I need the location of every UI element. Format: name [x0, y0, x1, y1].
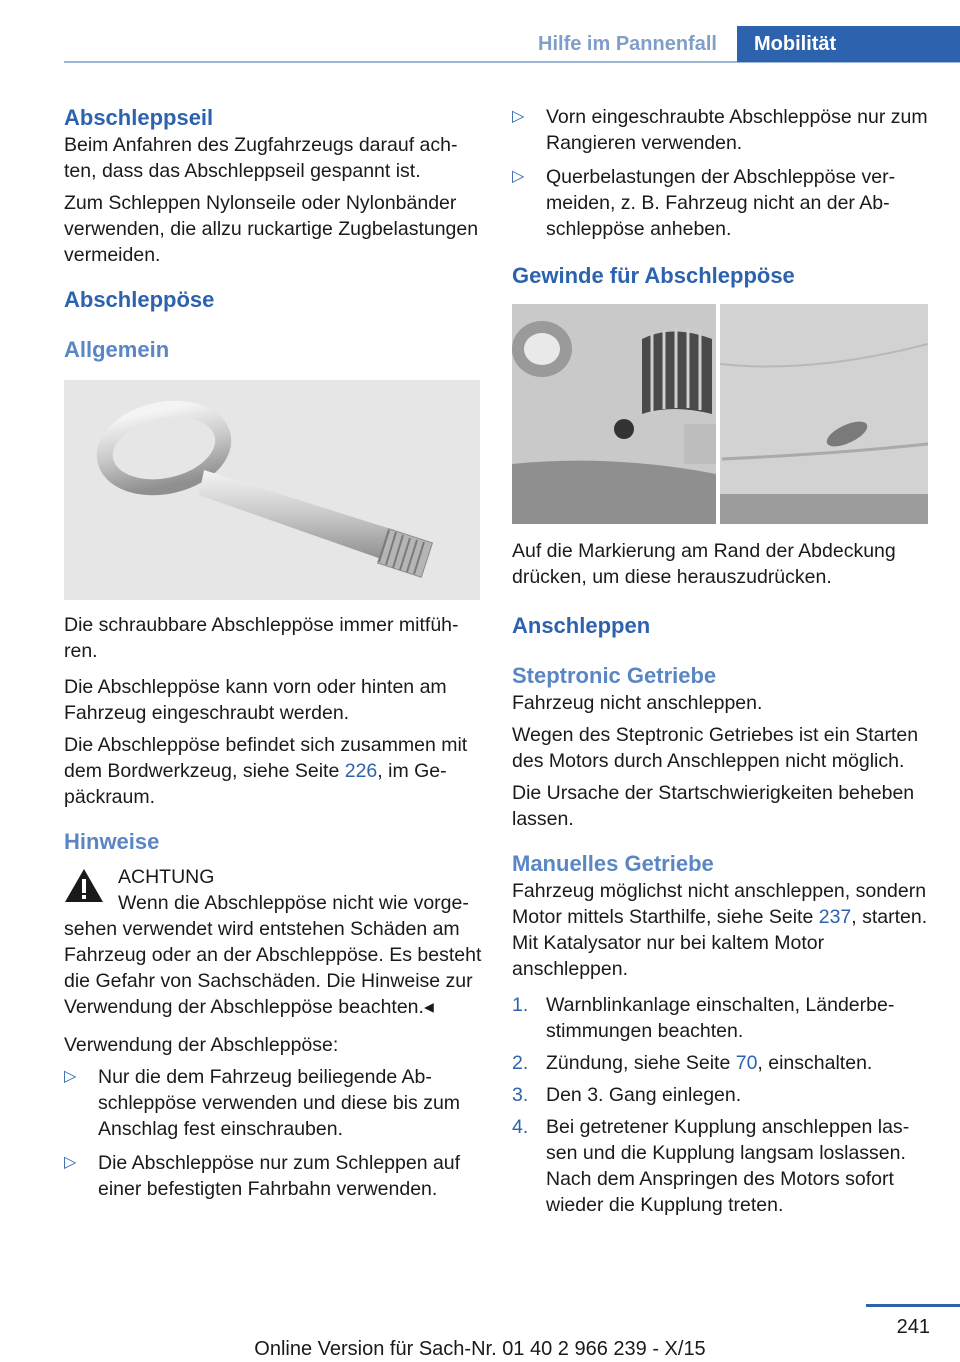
steps-list — [512, 992, 928, 1218]
step-number: 4. — [512, 1116, 529, 1138]
step-number: 3. — [512, 1084, 529, 1106]
page-number: 241 — [896, 1316, 930, 1338]
paragraph: Beim Anfahren des Zugfahrzeugs darauf achten, dass das Abschleppseil gespannt ist. — [64, 134, 458, 182]
heading-manuell: Manuelles Getriebe — [512, 851, 714, 876]
text: , im Gepäckraum. — [64, 760, 447, 808]
paragraph: Fahrzeug nicht anschleppen. — [512, 692, 763, 714]
list-item — [64, 1064, 482, 1142]
paragraph: Zum Schleppen Nylonseile oder Nylonbänder verwenden, die allzu ruckartige Zugbelastungen vermeiden. — [64, 192, 479, 266]
page-link-237[interactable]: 237 — [818, 906, 852, 928]
step-item — [512, 1114, 928, 1218]
online-version-note: Online Version für Sach-Nr. 01 40 2 966 239 - X/15 — [254, 1338, 706, 1360]
paragraph: Die schraubbare Abschleppöse immer mitführen. — [64, 614, 459, 662]
paragraph: Die Abschleppöse kann vorn oder hinten am Fahrzeug eingeschraubt werden. — [64, 676, 447, 724]
list-item-text: Nur die dem Fahrzeug beiliegende Abschleppöse verwenden und diese bis zum Anschlag fest einschrauben. — [98, 1066, 461, 1140]
step-text: Zündung, siehe Seite — [546, 1052, 736, 1074]
page-link-226[interactable]: 226 — [344, 760, 378, 782]
list-item — [512, 164, 928, 242]
warning-triangle-icon — [64, 868, 104, 904]
breadcrumb-prev-section[interactable]: Hilfe im Pannenfall — [538, 33, 717, 55]
heading-steptronic: Steptronic Getriebe — [512, 663, 717, 688]
bullet-triangle-icon: ▷ — [64, 1154, 77, 1171]
list-item — [64, 1150, 482, 1202]
step-item — [512, 1050, 928, 1076]
step-item — [512, 1082, 928, 1108]
step-text: Den 3. Gang einlegen. — [546, 1084, 742, 1106]
heading-hinweise: Hinweise — [64, 829, 160, 854]
heading-abschleppoese: Abschleppöse — [64, 287, 215, 312]
list-item-text: Die Abschleppöse nur zum Schleppen auf einer befestigten Fahrbahn verwenden. — [98, 1152, 461, 1200]
step-number: 2. — [512, 1052, 529, 1074]
list-item-text: Querbelastungen der Abschleppöse vermeiden, z. B. Fahrzeug nicht an der Abschleppöse anheben. — [546, 166, 896, 240]
right-column — [512, 104, 928, 1224]
step-item — [512, 992, 928, 1044]
step-text: Bei getretener Kupplung anschleppen lassen und die Kupplung langsam loslassen. Nach dem Anspringen des Motors sofort wieder die Kupplung treten. — [546, 1116, 910, 1216]
warning-title: ACHTUNG — [118, 866, 215, 888]
step-number: 1. — [512, 994, 529, 1016]
warning-text: Wenn die Abschleppöse nicht wie vorgesehen verwendet wird entstehen Schäden am Fahrzeug oder an der Abschleppöse. Es besteht die Gefahr von Sachschäden. Die Hinweise zur Verwendung der Abschleppöse beachten.◂ — [64, 892, 482, 1018]
warning-block — [64, 864, 482, 1020]
heading-allgemein: Allgemein — [64, 337, 170, 362]
footer-rule — [866, 1304, 960, 1307]
bullet-triangle-icon: ▷ — [512, 108, 525, 125]
step-text: , einschalten. — [757, 1052, 873, 1074]
breadcrumb-current-section[interactable]: Mobilität — [737, 26, 960, 62]
paragraph — [64, 732, 482, 810]
paragraph: Verwendung der Abschleppöse: — [64, 1034, 339, 1056]
list-item — [512, 104, 928, 156]
tow-eye-image — [64, 380, 480, 600]
heading-gewinde: Gewinde für Abschleppöse — [512, 263, 795, 288]
paragraph: Die Ursache der Startschwierigkeiten beheben lassen. — [512, 782, 915, 830]
left-column — [64, 104, 482, 1210]
list-item-text: Vorn eingeschraubte Abschleppöse nur zum Rangieren verwenden. — [546, 106, 928, 154]
bumper-photo — [512, 304, 928, 524]
paragraph — [512, 878, 928, 982]
paragraph: Wegen des Steptronic Getriebes ist ein Starten des Motors durch Anschleppen nicht möglich. — [512, 724, 919, 772]
step-text: Warnblinkanlage einschalten, Länderbestimmungen beachten. — [546, 994, 895, 1042]
heading-abschleppseil: Abschleppseil — [64, 105, 214, 130]
bullet-triangle-icon: ▷ — [512, 168, 525, 185]
heading-anschleppen: Anschleppen — [512, 613, 651, 638]
text: Fahrzeug möglichst nicht anschleppen, sondern Motor mittels Starthilfe, siehe Seite — [512, 880, 927, 928]
bullet-triangle-icon: ▷ — [64, 1068, 77, 1085]
paragraph: Auf die Markierung am Rand der Abdeckung drücken, um diese herauszudrücken. — [512, 540, 896, 588]
bumper-photo-illustration — [512, 304, 928, 524]
page-link-70[interactable]: 70 — [735, 1052, 758, 1074]
tow-eye-icon — [64, 380, 480, 600]
text: , starten. Mit Katalysator nur bei kaltem Motor anschleppen. — [512, 906, 928, 980]
text: Die Abschleppöse befindet sich zusammen mit dem Bordwerkzeug, siehe Seite — [64, 734, 468, 782]
